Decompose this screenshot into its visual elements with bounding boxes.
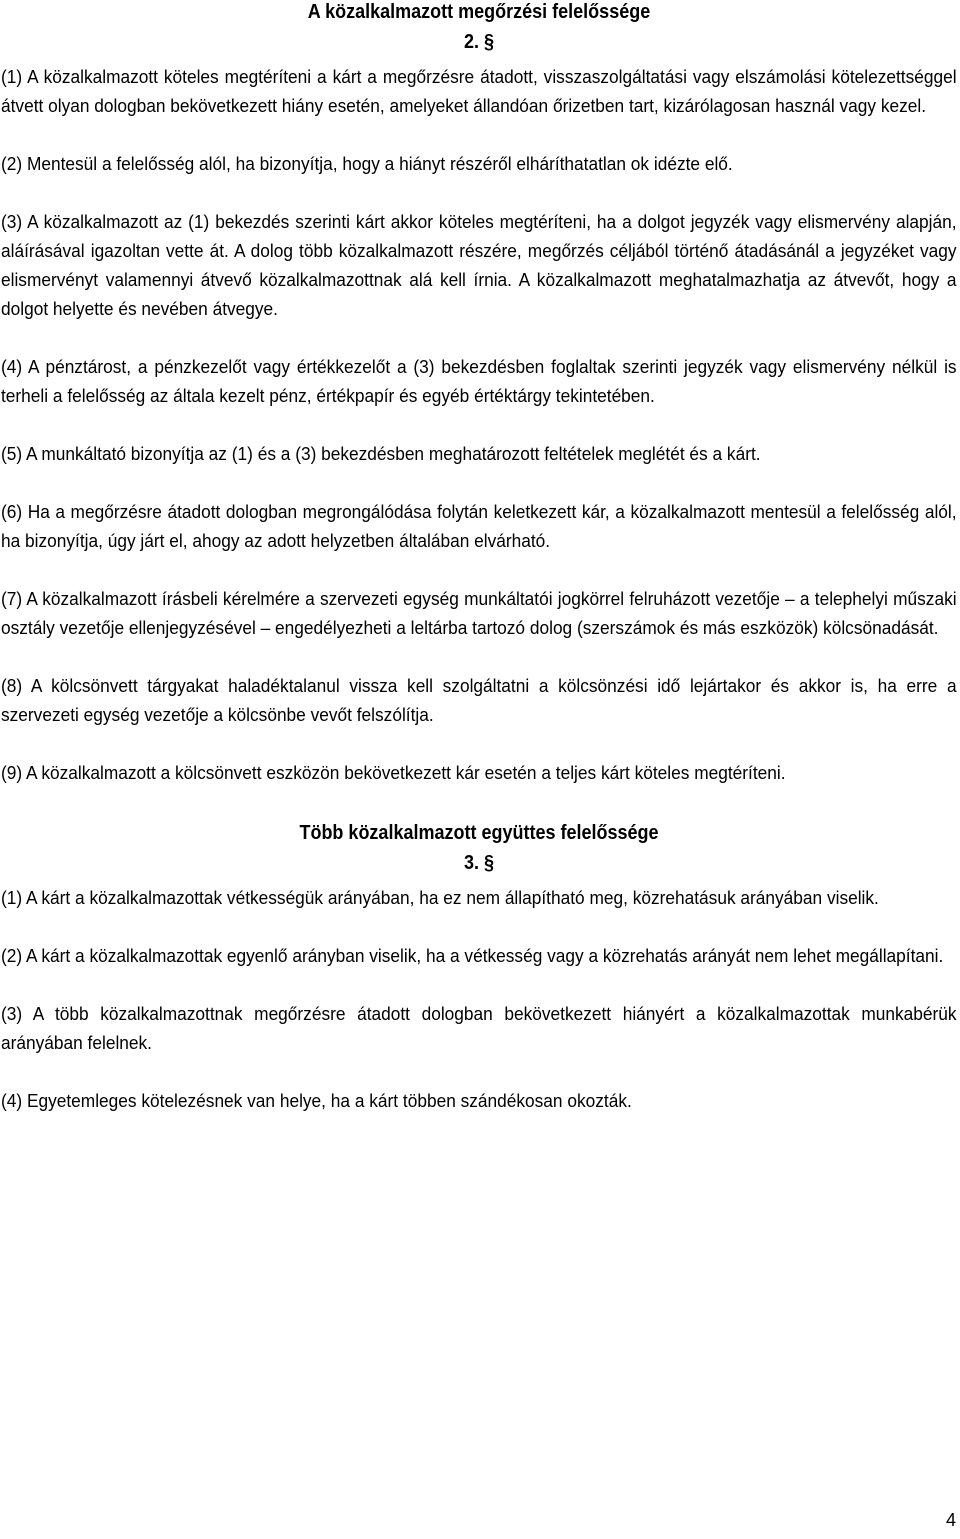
paragraph: (2) A kárt a közalkalmazottak egyenlő arányban viselik, ha a vétkesség vagy a közrehatás arányát nem lehet megállapítani. bbox=[1, 945, 944, 966]
paragraph: (4) Egyetemleges kötelezésnek van helye, ha a kárt többen szándékosan okozták. bbox=[1, 1090, 632, 1111]
page-number: 4 bbox=[945, 1510, 956, 1530]
section-number: 2. § bbox=[463, 31, 495, 53]
paragraph: (8) A kölcsönvett tárgyakat haladéktalanul vissza kell szolgáltatni a kölcsönzési idő lejártakor és akkor is, ha erre a szervezeti egység vezetője a kölcsönbe vevőt felszólítja. bbox=[1, 675, 957, 725]
paragraph: (3) A több közalkalmazottnak megőrzésre átadott dologban bekövetkezett hiányért a közalkalmazottak munkabérük arányában felelnek. bbox=[1, 1003, 957, 1053]
section-title: Több közalkalmazott együttes felelőssége bbox=[299, 822, 659, 844]
paragraph: (4) A pénztárost, a pénzkezelőt vagy értékkezelőt a (3) bekezdésben foglaltak szerinti jegyzék vagy elismervény nélkül is terheli a felelősség az általa kezelt pénz, értékpapír és egyéb értéktárgy tekintetében. bbox=[1, 356, 957, 406]
paragraph: (5) A munkáltató bizonyítja az (1) és a (3) bekezdésben meghatározott feltételek meglétét és a kárt. bbox=[1, 443, 761, 464]
paragraph: (1) A kárt a közalkalmazottak vétkességük arányában, ha ez nem állapítható meg, közrehatásuk arányában viselik. bbox=[1, 887, 879, 908]
paragraph: (2) Mentesül a felelősség alól, ha bizonyítja, hogy a hiányt részéről elháríthatatlan ok idézte elő. bbox=[1, 153, 733, 174]
paragraph: (6) Ha a megőrzésre átadott dologban megrongálódása folytán keletkezett kár, a közalkalmazott mentesül a felelősség alól, ha bizonyítja, úgy járt el, ahogy az adott helyzetben általában elvárható. bbox=[1, 501, 957, 551]
paragraph: (7) A közalkalmazott írásbeli kérelmére a szervezeti egység munkáltatói jogkörrel felruházott vezetője – a telephelyi műszaki osztály vezetője ellenjegyzésével – engedélyezheti a leltárba tartozó dolog (szerszámok és más eszközök) kölcsönadását. bbox=[1, 588, 957, 638]
section-number: 3. § bbox=[463, 852, 495, 874]
paragraph: (3) A közalkalmazott az (1) bekezdés szerinti kárt akkor köteles megtéríteni, ha a dolgot jegyzék vagy elismervény alapján, aláírásával igazoltan vette át. A dolog több közalkalmazott részére, megőrzés céljából történő átadásánál a jegyzéket vagy elismervényt valamennyi átvevő közalkalmazottnak alá kell írnia. A közalkalmazott meghatalmazhatja az átvevőt, hogy a dolgot helyette és nevében átvegye. bbox=[1, 211, 957, 319]
section-title: A közalkalmazott megőrzési felelőssége bbox=[307, 1, 651, 23]
paragraph: (9) A közalkalmazott a kölcsönvett eszközön bekövetkezett kár esetén a teljes kárt köteles megtéríteni. bbox=[1, 762, 786, 783]
paragraph: (1) A közalkalmazott köteles megtéríteni a kárt a megőrzésre átadott, visszaszolgáltatási vagy elszámolási kötelezettséggel átvett olyan dologban bekövetkezett hiány esetén, amelyeket állandóan őrizetben tart, kizárólagosan használ vagy kezel. bbox=[1, 66, 957, 116]
